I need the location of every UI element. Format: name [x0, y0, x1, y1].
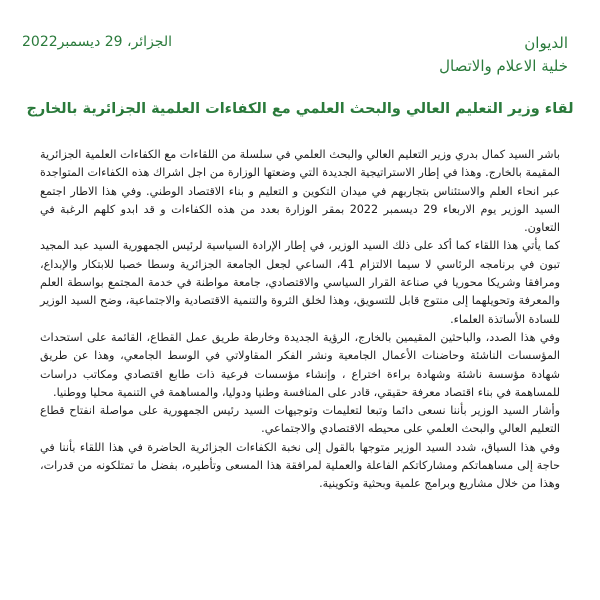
- paragraph: باشر السيد كمال بدري وزير التعليم العالي والبحث العلمي في سلسلة من اللقاءات مع الكفاءات العلمية الجزائرية المقيمة بالخارج. وهذا في إطار الاستراتيجية الجديدة التي وضعتها الوزارة من اجل اشراك هذه الكفاءات المتواجدة عبر انحاء العلم والاستئناس بتجاربهم في ميدان التكوين و التعليم و بناء الاقتصاد الوطني. وفي هذا الاطار اجتمع السيد الوزير يوم الاربعاء 29 ديسمبر 2022 بمقر الوزارة بعدد من هذه الكفاءات و قد ابدو كلهم الرغبة في التعاون.: [40, 148, 560, 235]
- org-name-line: الديوان: [524, 34, 568, 52]
- document-date: الجزائر، 29 ديسمبر2022: [22, 34, 172, 50]
- document-body: [40, 146, 560, 494]
- paragraph: كما يأتي هذا اللقاء كما أكد على ذلك السيد الوزير، في إطار الإرادة السياسية لرئيس الجمهورية السيد عبد المجيد تبون في برنامجه الرئاسي لا سيما الالتزام 41، الساعي لجعل الجامعة الجزائرية وسطا خصبا للابتكار والإبداع، ومرافقا وشريكا محوريا في صناعة القرار السياسي والاقتصادي، جامعة مواطنة في خدمة المجتمع بواسطة العلم والمعرفة وتحويلهما إلى منتوج قابل للتسويق، وهذا لخلق الثروة والتنمية الاقتصادية والاجتماعية، وضح السيد الوزير للسادة الأساتذة العلماء.: [40, 239, 560, 326]
- paragraph: وفي هذا السياق، شدد السيد الوزير متوجها بالقول إلى نخبة الكفاءات الجزائرية الحاضرة في هذا اللقاء بأننا في حاجة إلى مساهماتكم ومشاركاتكم الفاعلة والعملية لمرافقة هذا المسعى وتأطيره، بفضل ما تمتلكونه من قدرات، وهذا من خلال مشاريع وبرامج علمية وبحثية وتكوينية.: [40, 440, 560, 491]
- paragraph: وفي هذا الصدد، والباحثين المقيمين بالخارج، الرؤية الجديدة وخارطة طريق عمل القطاع، القائمة على استحداث المؤسسات الناشئة وحاضنات الأعمال الجامعية ونشر الفكر المقاولاتي في الوسط الجامعي، وهذا عن طريق شهادة مؤسسة ناشئة وشهادة براءة اختراع ، وإنشاء مؤسسات فرعية ذات طابع اقتصادي ومكاتب دراسات للمساهمة في بناء اقتصاد معرفة حقيقي، قادر على المنافسة وطنيا ودوليا، والمساهمة في التنمية محليا ووطنيا.: [40, 330, 560, 399]
- document-title: لقاء وزير التعليم العالي والبحث العلمي مع الكفاءات العلمية الجزائرية بالخارج: [26, 101, 574, 117]
- paragraph: وأشار السيد الوزير بأننا نسعى دائما وتبعا لتعليمات وتوجيهات السيد رئيس الجمهورية على مواصلة انفتاح قطاع التعليم العالي والبحث العلمي على محيطه الاقتصادي والاجتماعي.: [40, 404, 560, 436]
- org-department-line: خلية الاعلام والاتصال: [439, 57, 568, 75]
- organization-header: [439, 32, 568, 78]
